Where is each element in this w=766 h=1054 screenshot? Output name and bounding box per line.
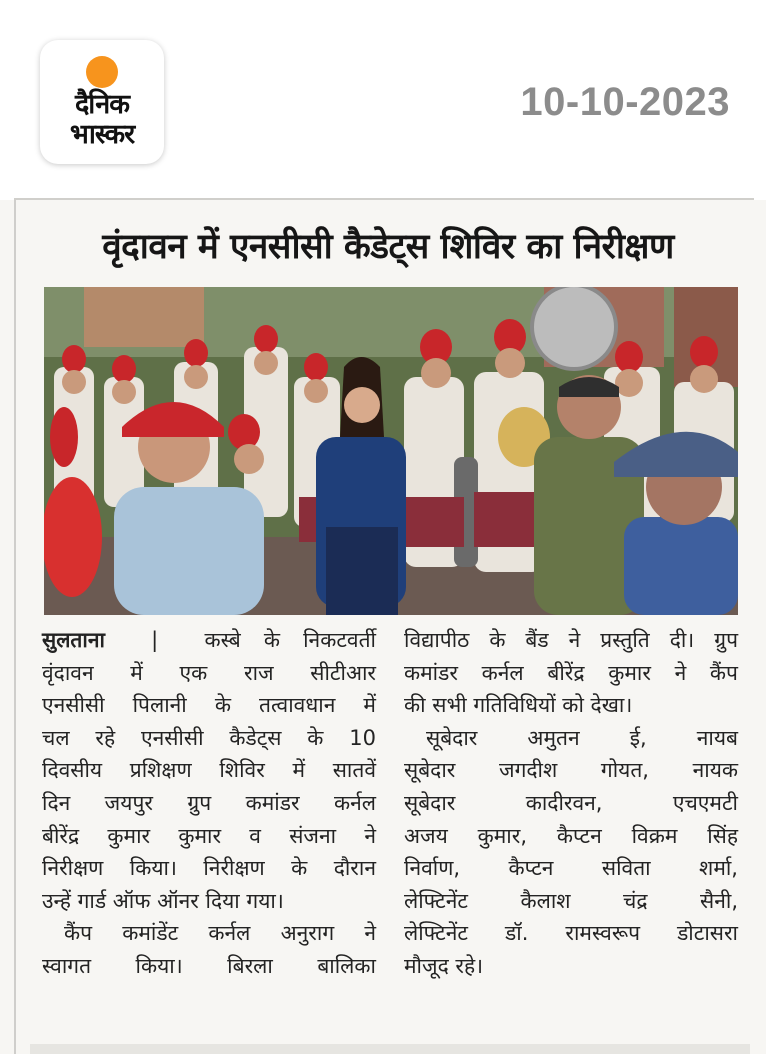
article-line: चल रहे एनसीसी कैडेट्स के 10 — [42, 725, 376, 750]
article-line: कैंप कमांडेंट कर्नल अनुराग ने — [64, 921, 376, 946]
article-line: सूबेदार अमुतन ई, नायब — [426, 725, 738, 750]
article-line: एनसीसी पिलानी के तत्वावधान में — [42, 693, 376, 718]
logo-text-line2: भास्कर — [69, 119, 135, 150]
article-line: सूबेदार जगदीश गोयत, नायक — [404, 758, 738, 783]
article-line: की सभी गतिविधियों को देखा। — [404, 693, 633, 718]
dainik-bhaskar-logo[interactable] — [40, 40, 164, 164]
edition-date: 10-10-2023 — [520, 80, 730, 124]
article-headline: वृंदावन में एनसीसी कैडेट्स शिविर का निरीक्षण — [102, 227, 674, 267]
article-line: दिवसीय प्रशिक्षण शिविर में सातवें — [42, 758, 376, 783]
article-line: निर्वाण, कैप्टन सविता शर्मा, — [404, 856, 738, 881]
article-line: लेफ्टिनेंट कैलाश चंद्र सैनी, — [404, 888, 738, 913]
article-line: सुलताना | कस्बे के निकटवर्ती — [42, 628, 376, 652]
article-line: कमांडर कर्नल बीरेंद्र कुमार ने कैंप — [404, 660, 738, 685]
article-line: उन्हें गार्ड ऑफ ऑनर दिया गया। — [42, 888, 284, 913]
article-line: अजय कुमार, कैप्टन विक्रम सिंह — [404, 823, 738, 848]
ncc-cadets-inspection-photo-icon — [44, 287, 738, 615]
article-text: कस्बे के निकटवर्ती — [204, 628, 376, 652]
sun-icon — [86, 56, 118, 88]
clipping-left-border — [14, 200, 16, 1054]
article-line: मौजूद रहे। — [404, 953, 484, 978]
clipping-top-border — [14, 198, 754, 200]
article-line: विद्यापीठ के बैंड ने प्रस्तुति दी। ग्रुप — [404, 628, 738, 652]
logo-text-line1: दैनिक — [74, 89, 130, 120]
article-line: स्वागत किया। बिरला बालिका — [42, 953, 376, 978]
article-line: बीरेंद्र कुमार कुमार व संजना ने — [42, 823, 376, 848]
app-header — [0, 0, 766, 200]
clipping-bottom-edge — [30, 1044, 750, 1054]
article-column-right — [404, 624, 738, 983]
article-line: सूबेदार कादीरवन, एचएमटी — [404, 790, 738, 815]
article-line: लेफ्टिनेंट डॉ. रामस्वरूप डोटासरा — [404, 921, 738, 946]
article-line: दिन जयपुर ग्रुप कमांडर कर्नल — [42, 790, 376, 815]
article-line: वृंदावन में एक राज सीटीआर — [42, 660, 376, 685]
article-line: निरीक्षण किया। निरीक्षण के दौरान — [42, 856, 376, 881]
article-photo[interactable] — [44, 287, 738, 615]
article-column-left — [42, 624, 376, 983]
article-dateline: सुलताना — [42, 628, 105, 652]
